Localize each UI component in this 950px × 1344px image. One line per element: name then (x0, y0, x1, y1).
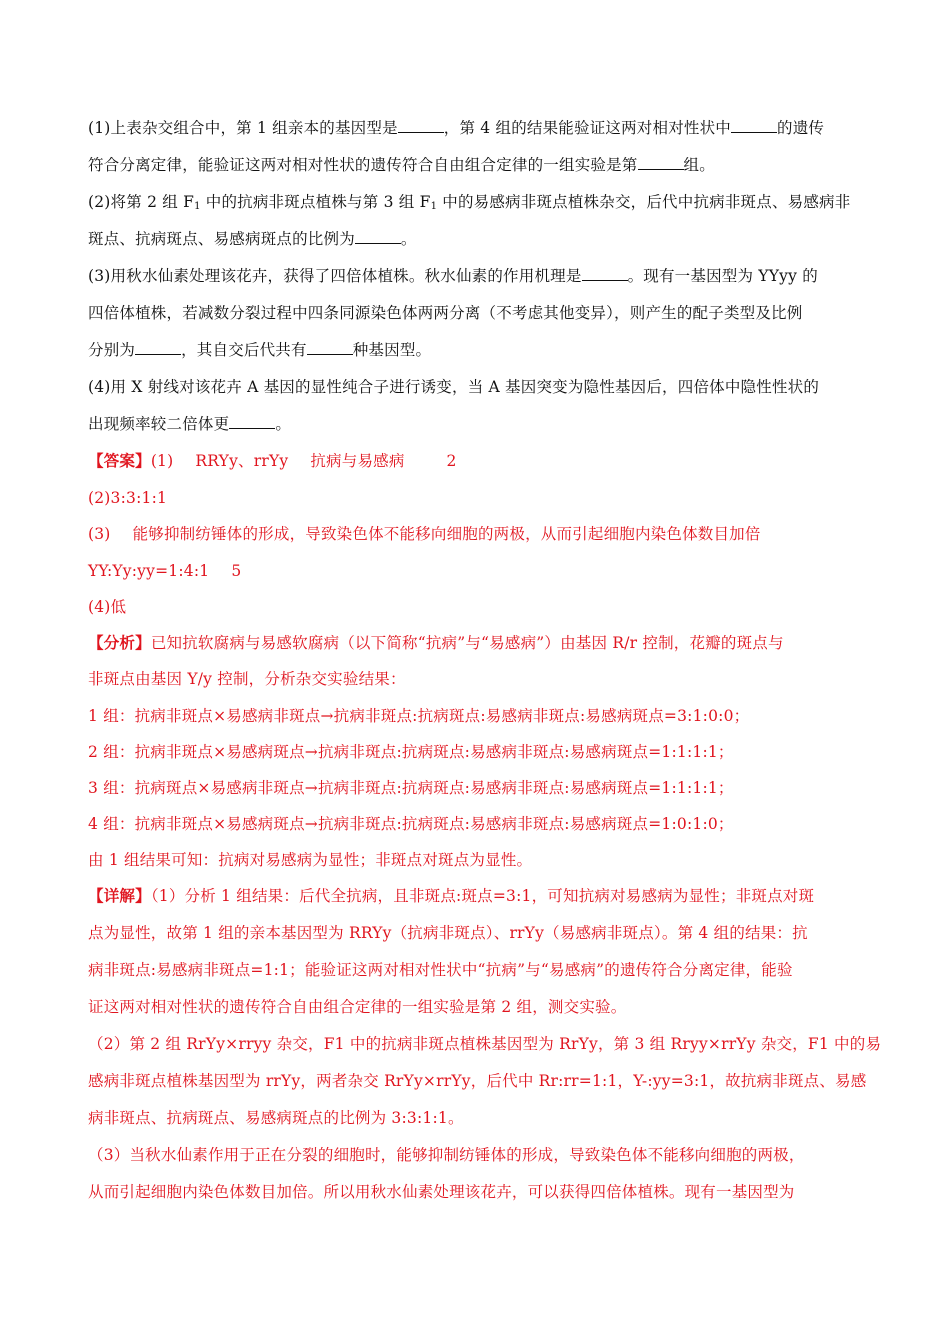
q1-text-b: ，第 4 组的结果能验证这两对相对性状中 (443, 119, 731, 137)
subscript: 1 (194, 201, 201, 212)
answer-3-ratio: YY:Yy:yy=1:4:1 (88, 562, 210, 580)
q1-text-e: 组。 (683, 156, 715, 174)
answer-tag: 【答案】 (88, 451, 151, 470)
detail-p1-line-3: 病非斑点:易感病非斑点=1:1；能验证这两对相对性状中“抗病”与“易感病”的遗传符合分离定律，能验 (88, 961, 793, 979)
q4-text-a: 出现频率较二倍体更 (88, 415, 230, 433)
analysis-tag: 【分析】 (88, 633, 151, 652)
detail-tag: 【详解】 (88, 886, 151, 905)
analysis-group-3: 3 组：抗病斑点×易感病非斑点→抗病非斑点:抗病斑点:易感病非斑点:易感病斑点=1:1:1:1； (88, 779, 734, 797)
question-3-line-2: 四倍体植株，若减数分裂过程中四条同源染色体两两分离（不考虑其他变异），则产生的配子类型及比例 (88, 304, 803, 322)
detail-p3-line-2: 从而引起细胞内染色体数目加倍。所以用秋水仙素处理该花卉，可以获得四倍体植株。现有一基因型为 (88, 1183, 795, 1201)
answer-3-count: 5 (231, 562, 242, 580)
answer-line-3 (88, 524, 761, 544)
detail-text: （1）分析 1 组结果：后代全抗病，且非斑点:斑点=3:1，可知抗病对易感病为显性；非斑点对斑 (150, 887, 815, 905)
question-2-line-1 (88, 192, 850, 212)
q2-text-d: 斑点、抗病斑点、易感病斑点的比例为 (88, 230, 355, 248)
analysis-group-1: 1 组：抗病非斑点×易感病非斑点→抗病非斑点:抗病斑点:易感病非斑点:易感病斑点=3:1:0:0； (88, 707, 750, 725)
q1-text-c: 的遗传 (777, 119, 825, 137)
analysis-group-4: 4 组：抗病非斑点×易感病斑点→抗病非斑点:抗病斑点:易感病非斑点:易感病斑点=1:0:1:0； (88, 815, 734, 833)
analysis-conclusion: 由 1 组结果可知：抗病对易感病为显性；非斑点对斑点为显性。 (88, 851, 533, 869)
detail-p2-line-2: 感病非斑点植株基因型为 rrYy，两者杂交 RrYy×rrYy，后代中 Rr:rr=1:1，Y-:yy=3:1，故抗病非斑点、易感 (88, 1072, 867, 1090)
answer-1-num: (1) (150, 452, 174, 470)
q3-text-e: 种基因型。 (352, 341, 432, 359)
detail-p2-line-1: （2）第 2 组 RrYy×rryy 杂交，F1 中的抗病非斑点植株基因型为 RrYy，第 3 组 Rryy×rrYy 杂交，F1 中的易 (88, 1035, 882, 1053)
answer-3-num: (3) (88, 525, 111, 543)
answer-blank (398, 118, 444, 133)
question-4-line-2 (88, 414, 291, 434)
q3-text-a: (3)用秋水仙素处理该花卉，获得了四倍体植株。秋水仙素的作用机理是 (88, 267, 582, 285)
answer-1-genotypes: RRYy、rrYy (195, 452, 289, 470)
detail-p2-line-3: 病非斑点、抗病斑点、易感病斑点的比例为 3:3:1:1。 (88, 1109, 464, 1127)
answer-blank (638, 155, 684, 170)
q4-text-b: 。 (275, 415, 292, 433)
answer-blank (307, 340, 353, 355)
answer-line-4 (88, 561, 241, 581)
q3-text-d: ，其自交后代共有 (181, 341, 307, 359)
answer-line-2: (2)3:3:1:1 (88, 489, 168, 507)
answer-blank (731, 118, 777, 133)
answer-line-5: (4)低 (88, 598, 127, 616)
answer-line-1 (88, 451, 457, 471)
answer-3-mechanism: 能够抑制纺锤体的形成，导致染色体不能移向细胞的两极，从而引起细胞内染色体数目加倍 (132, 525, 761, 543)
question-1-line-1 (88, 118, 824, 138)
detail-p1-line-2: 点为显性，故第 1 组的亲本基因型为 RRYy（抗病非斑点）、rrYy（易感病非斑点）。第 4 组的结果：抗 (88, 924, 808, 942)
q2-text-e: 。 (400, 230, 417, 248)
answer-blank (355, 229, 401, 244)
answer-blank (582, 266, 628, 281)
detail-p3-line-1: （3）当秋水仙素作用于正在分裂的细胞时，能够抑制纺锤体的形成，导致染色体不能移向细胞的两极， (88, 1146, 805, 1164)
question-2-line-2 (88, 229, 417, 249)
q2-text-c: 中的易感病非斑点植株杂交，后代中抗病非斑点、易感病非 (437, 193, 851, 211)
q3-text-c: 分别为 (88, 341, 136, 359)
answer-blank (229, 414, 275, 429)
analysis-line-1 (88, 633, 784, 653)
question-3-line-1 (88, 266, 818, 286)
question-3-line-3 (88, 340, 431, 360)
q2-text-a: (2)将第 2 组 F (88, 193, 195, 211)
analysis-text: 已知抗软腐病与易感软腐病（以下简称“抗病”与“易感病”）由基因 R/r 控制，花瓣的斑点与 (150, 634, 784, 652)
q3-text-b: 。现有一基因型为 YYyy 的 (627, 267, 818, 285)
answer-blank (135, 340, 181, 355)
detail-p1-line-4: 证这两对相对性状的遗传符合自由组合定律的一组实验是第 2 组，测交实验。 (88, 998, 627, 1016)
q1-text-a: (1)上表杂交组合中，第 1 组亲本的基因型是 (88, 119, 398, 137)
q2-text-b: 中的抗病非斑点植株与第 3 组 F (200, 193, 431, 211)
question-4-line-1: (4)用 X 射线对该花卉 A 基因的显性纯合子进行诱变，当 A 基因突变为隐性基因后，四倍体中隐性性状的 (88, 378, 820, 396)
detail-p1-line-1 (88, 886, 814, 906)
answer-1-traits: 抗病与易感病 (310, 452, 405, 470)
answer-1-group: 2 (446, 452, 457, 470)
analysis-line-2: 非斑点由基因 Y/y 控制，分析杂交实验结果： (88, 670, 406, 688)
q1-text-d: 符合分离定律，能验证这两对相对性状的遗传符合自由组合定律的一组实验是第 (88, 156, 638, 174)
question-1-line-2 (88, 155, 715, 175)
subscript: 1 (430, 201, 438, 212)
analysis-group-2: 2 组：抗病非斑点×易感病斑点→抗病非斑点:抗病斑点:易感病非斑点:易感病斑点=1:1:1:1； (88, 743, 734, 761)
